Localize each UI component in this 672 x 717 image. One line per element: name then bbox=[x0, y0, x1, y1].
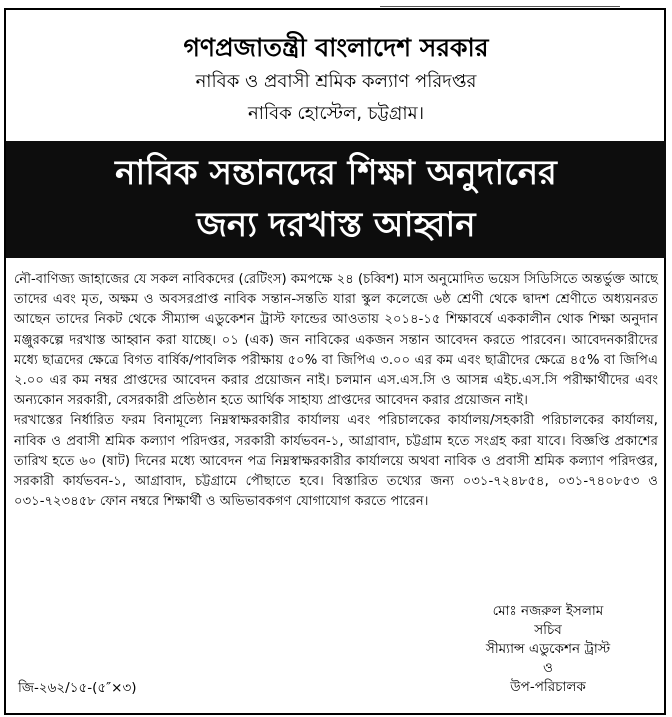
signatory-conjunction: ও bbox=[543, 660, 553, 676]
signature-block bbox=[448, 602, 648, 697]
government-name: গণপ্রজাতন্ত্রী বাংলাদেশ সরকার bbox=[183, 33, 489, 62]
signatory-name: মোঃ নজরুল ইসলাম bbox=[492, 603, 604, 619]
signatory-title-3: উপ-পরিচালক bbox=[510, 679, 586, 695]
notice-header bbox=[6, 30, 666, 130]
title-line-2: জন্য দরখাস্ত আহ্বান bbox=[196, 205, 476, 245]
office-location: নাবিক হোস্টেল, চট্টগ্রাম। bbox=[247, 103, 425, 124]
notice-body bbox=[14, 270, 658, 512]
signatory-title-1: সচিব bbox=[534, 622, 562, 638]
title-line-1: নাবিক সন্তানদের শিক্ষা অনুদানের bbox=[115, 153, 557, 193]
top-border-fragment bbox=[380, 0, 620, 7]
notice-title-banner bbox=[6, 141, 666, 258]
body-paragraph-1: নৌ-বাণিজ্য জাহাজের যে সকল নাবিকদের (রেটিংস) কমপক্ষে ২৪ (চব্বিশ) মাস অনুমোদিত ভয়েস সিডিসিতে অন্তর্ভুক্ত আছে তাদের এবং মৃত, অক্ষম ও অবসরপ্রাপ্ত নাবিক সন্তান-সন্ততি যারা স্কুল কলেজে ৬ষ্ঠ শ্রেণী থেকে দ্বাদশ শ্রেণীতে অধ্যয়নরত আছেন তাদের নিকট থেকে সীম্যান্স এডুকেশন ট্রাস্ট ফান্ডের আওতায় ২০১৪-১৫ শিক্ষাবর্ষে এককালীন থোক শিক্ষা অনুদান মঞ্জুরকল্পে দরখাস্ত আহ্বান করা যাচ্ছে। ০১ (এক) জন নাবিকের একজন সন্তান আবেদন করতে পারবেন। আবেদনকারীদের মধ্যে ছাত্রদের ক্ষেত্রে বিগত বার্ষিক/পাবলিক পরীক্ষায় ৫০% বা জিপিএ ৩.০০ এর কম এবং ছাত্রীদের ক্ষেত্রে ৪৫% বা জিপিএ ২.০০ এর কম নম্বর প্রাপ্তদের আবেদন করার প্রয়োজন নাই। চলমান এস.এস.সি ও আসন্ন এইচ.এস.সি পরীক্ষার্থীদের এবং অন্যকোন সরকারী, বেসরকারী প্রতিষ্ঠান হতে আর্থিক সাহায্য প্রাপ্তদের আবেদন করার প্রয়োজন নাই। bbox=[14, 272, 658, 409]
department-name: নাবিক ও প্রবাসী শ্রমিক কল্যাণ পরিদপ্তর bbox=[195, 71, 477, 92]
memo-number: জি-২৬২/১৫-(৫″×৩) bbox=[18, 680, 137, 696]
body-paragraph-2: দরখাস্তের নির্ধারিত ফরম বিনামূল্যে নিম্নস্বাক্ষরকারীর কার্যালয় এবং পরিচালকের কার্যালয়/সহকারী পরিচালকের কার্যালয়, নাবিক ও প্রবাসী শ্রমিক কল্যাণ পরিদপ্তর, সরকারী কার্যভবন-১, আগ্রাবাদ, চট্টগ্রাম হতে সংগ্রহ করা যাবে। বিজ্ঞপ্তি প্রকাশের তারিখ হতে ৬০ (ষাট) দিনের মধ্যে আবেদন পত্র নিম্নস্বাক্ষরকারীর কার্যালয়ে অথবা নাবিক ও প্রবাসী শ্রমিক কল্যাণ পরিদপ্তর, সরকারী কার্যভবন-১, আগ্রাবাদ, চট্টগ্রামে পৌছাতে হবে। বিস্তারিত তথ্যের জন্য ০৩১-৭২৪৮৫৪, ০৩১-৭৪০৮৫৩ ও ০৩১-৭২৩৪৫৮ ফোন নম্বরে শিক্ষার্থী ও অভিভাবকগণ যোগাযোগ করতে পারেন। bbox=[14, 413, 658, 510]
signatory-title-2: সীম্যান্স এডুকেশন ট্রাস্ট bbox=[485, 641, 611, 657]
